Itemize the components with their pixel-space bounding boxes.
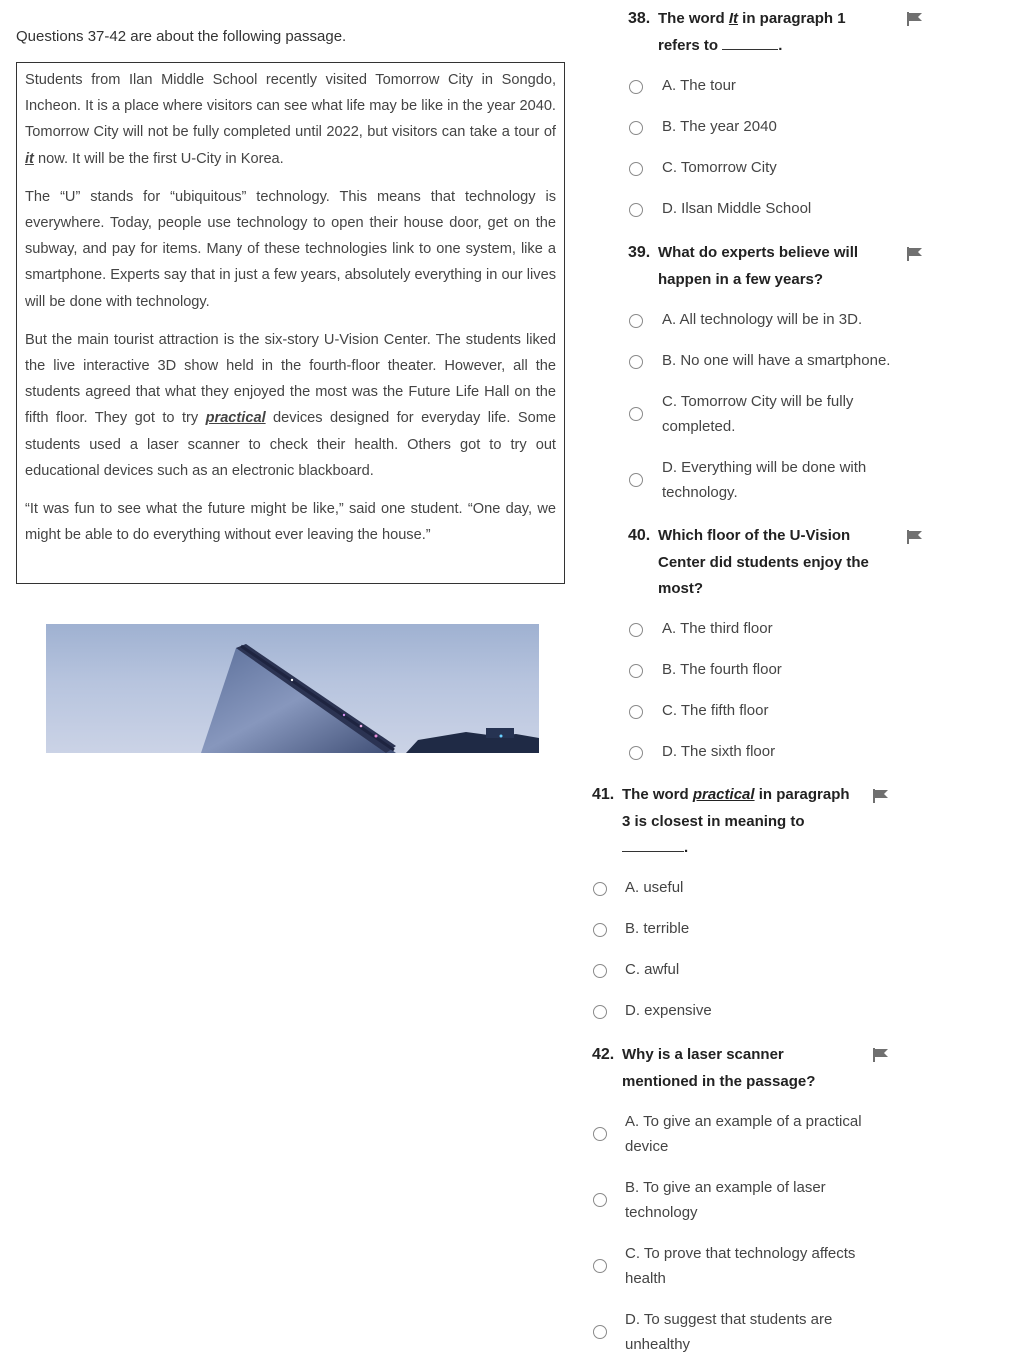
paragraph-3-text: But the main tourist attraction is the six-story U-Vision Center. The students liked the live interactive 3D show held in the fourth-floor theater. However, all the students agreed that what they enjoyed the most was the Future Life Hall on the fifth floor. They got to try (25, 331, 556, 427)
question-number: 38. (628, 10, 651, 27)
question-number: 39. (628, 244, 651, 261)
question-text-part: in paragraph 1 (738, 10, 846, 27)
u-vision-center-photo (46, 624, 539, 753)
radio-40-c[interactable] (629, 705, 643, 719)
question-text-line-2: mentioned in the passage? (622, 1072, 816, 1090)
question-text (622, 1042, 815, 1095)
question-number: 40. (628, 527, 651, 544)
radio-39-a[interactable] (629, 314, 643, 328)
word-it-reference: It (728, 10, 739, 27)
radio-42-b[interactable] (593, 1193, 607, 1207)
flag-question-icon[interactable] (872, 1048, 890, 1062)
question-41 (592, 782, 862, 864)
question-40 (628, 523, 888, 605)
paragraph-1 (25, 67, 556, 172)
question-number: 42. (592, 1046, 615, 1063)
radio-41-a[interactable] (593, 882, 607, 896)
radio-38-b[interactable] (629, 121, 643, 135)
flag-question-icon[interactable] (906, 12, 924, 26)
word-it: it (25, 150, 34, 167)
radio-38-d[interactable] (629, 203, 643, 217)
flag-question-icon[interactable] (872, 789, 890, 803)
paragraph-3-text-end: devices designed for everyday life. Some students used a laser scanner to check their health. Others got to try out educational devices such as an electronic blackboard. (25, 410, 556, 479)
radio-39-d[interactable] (629, 473, 643, 487)
option-40-d[interactable]: D. The sixth floor (662, 743, 776, 760)
radio-40-b[interactable] (629, 664, 643, 678)
building-illustration (46, 624, 539, 753)
radio-39-c[interactable] (629, 407, 643, 421)
option-text-line-1: C. To prove that technology affects (625, 1245, 856, 1262)
option-41-d[interactable]: D. expensive (625, 1002, 712, 1019)
option-text-line-2: technology (625, 1203, 698, 1221)
radio-42-a[interactable] (593, 1127, 607, 1141)
question-text: The word It in paragraph 1 refers to . (658, 10, 846, 54)
radio-42-c[interactable] (593, 1259, 607, 1273)
option-text-line-2: unhealthy (625, 1335, 691, 1353)
word-practical: practical (205, 410, 266, 427)
option-40-b[interactable]: B. The fourth floor (662, 661, 782, 678)
question-text-line-1: Which floor of the U-Vision (658, 527, 851, 544)
option-40-c[interactable]: C. The fifth floor (662, 702, 769, 719)
paragraph-1-text: Students from Ilan Middle School recently visited Tomorrow City in Songdo, Incheon. It is a place where visitors can see what life may be like in the year 2040. Tomorrow City will not be fully completed until 2022, but visitors can take a tour of (25, 72, 556, 141)
option-41-a[interactable]: A. useful (625, 879, 684, 896)
radio-42-d[interactable] (593, 1325, 607, 1339)
option-42-d[interactable] (625, 1308, 832, 1357)
option-text-line-2: technology. (662, 483, 738, 501)
question-text (658, 240, 858, 293)
option-text-line-1: A. To give an example of a practical (625, 1113, 862, 1130)
radio-40-d[interactable] (629, 746, 643, 760)
radio-38-c[interactable] (629, 162, 643, 176)
option-42-b[interactable] (625, 1176, 826, 1225)
question-text-line-3: most? (658, 580, 703, 597)
option-text-line-2: completed. (662, 417, 736, 435)
question-text-part: The word (622, 786, 693, 803)
question-text-line-2: refers to (658, 36, 719, 54)
paragraph-4: “It was fun to see what the future might be like,” said one student. “One day, we might be able to do everything without ever leaving the house.” (25, 501, 556, 544)
flag-question-icon[interactable] (906, 530, 924, 544)
radio-39-b[interactable] (629, 355, 643, 369)
question-text-line-2: 3 is closest in meaning to (622, 812, 805, 830)
option-text-line-1: C. Tomorrow City will be fully (662, 393, 854, 410)
option-38-d[interactable]: D. Ilsan Middle School (662, 200, 812, 217)
option-38-c[interactable]: C. Tomorrow City (662, 159, 777, 176)
option-text-line-1: D. Everything will be done with (662, 459, 867, 476)
passage-intro: Questions 37-42 are about the following passage. (16, 28, 347, 45)
question-39 (628, 240, 888, 296)
paragraph-2: The “U” stands for “ubiquitous” technology. This means that technology is everywhere. Today, people use technology to open their house door, get on the subway, and pay for items. Many of these technologies link to one system, like a smartphone. Experts say that in just a few years, absolutely everything in our lives will be done with technology. (25, 188, 556, 310)
option-38-a[interactable]: A. The tour (662, 77, 736, 94)
radio-38-a[interactable] (629, 80, 643, 94)
option-text-line-2: device (625, 1137, 669, 1155)
option-text-line-2: health (625, 1269, 666, 1287)
option-40-a[interactable]: A. The third floor (662, 620, 773, 637)
question-42 (592, 1042, 862, 1098)
question-text-line-1: Why is a laser scanner (622, 1046, 784, 1063)
radio-40-a[interactable] (629, 623, 643, 637)
option-41-c[interactable]: C. awful (625, 961, 680, 978)
question-text-line-1: What do experts believe will (658, 244, 859, 261)
option-41-b[interactable]: B. terrible (625, 920, 690, 937)
option-text-line-1: B. To give an example of laser (625, 1179, 826, 1196)
radio-41-d[interactable] (593, 1005, 607, 1019)
question-text-part: The word (658, 10, 729, 27)
question-text-part: in paragraph (754, 786, 850, 803)
option-39-d[interactable] (662, 456, 866, 505)
paragraph-1-text-end: now. It will be the first U-City in Korea. (33, 150, 284, 167)
question-text: The word practical in paragraph 3 is closest in meaning to . (622, 786, 850, 856)
radio-41-c[interactable] (593, 964, 607, 978)
word-practical-reference: practical (692, 786, 755, 803)
reading-passage (16, 62, 565, 584)
radio-41-b[interactable] (593, 923, 607, 937)
option-39-a[interactable]: A. All technology will be in 3D. (662, 311, 863, 328)
option-42-a[interactable] (625, 1110, 862, 1159)
question-text-line-2: Center did students enjoy the (658, 553, 869, 571)
option-42-c[interactable] (625, 1242, 855, 1291)
answer-blank (722, 35, 778, 50)
option-38-b[interactable]: B. The year 2040 (662, 118, 777, 135)
question-text (658, 523, 869, 603)
option-text-line-1: D. To suggest that students are (625, 1311, 833, 1328)
paragraph-3 (25, 327, 556, 484)
option-39-c[interactable] (662, 390, 853, 439)
question-text-line-2: happen in a few years? (658, 270, 824, 288)
question-number: 41. (592, 786, 615, 803)
option-39-b[interactable]: B. No one will have a smartphone. (662, 352, 891, 369)
question-38 (628, 6, 888, 62)
answer-blank (622, 837, 684, 852)
flag-question-icon[interactable] (906, 247, 924, 261)
